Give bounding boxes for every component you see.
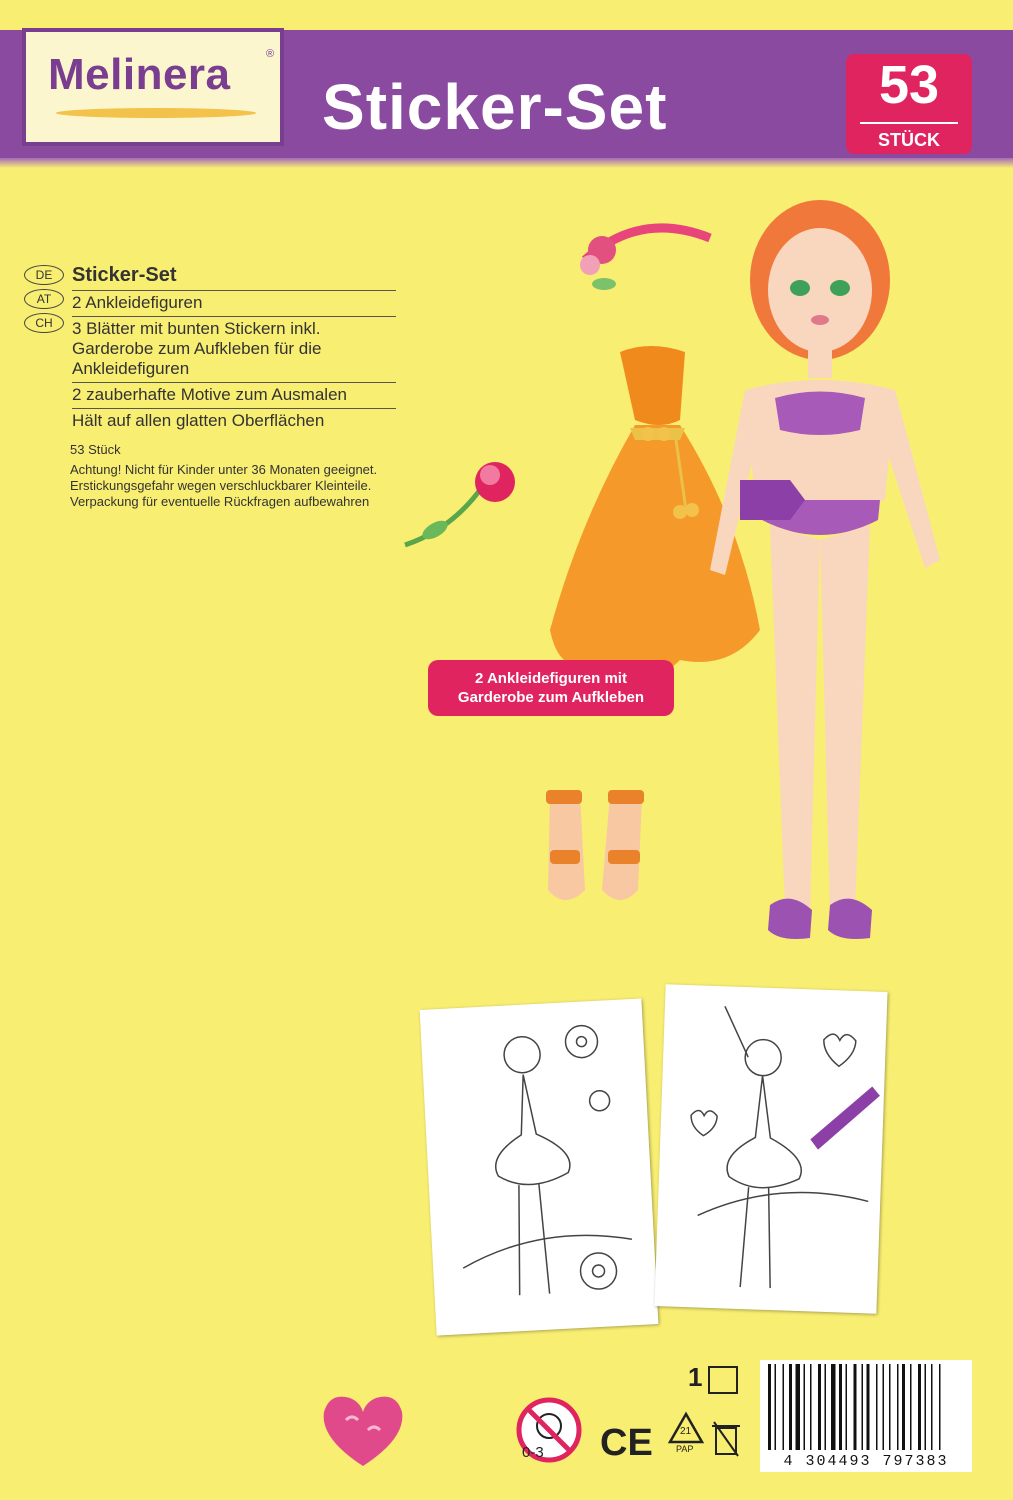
recycle-code: 21 — [680, 1426, 692, 1437]
info-line-sheets: 3 Blätter mit bunten Stickern inkl. Garderobe zum Aufkleben für die Ankleidefiguren — [72, 317, 396, 383]
registered-mark: ® — [266, 48, 275, 60]
quantity-text: 53 Stück — [70, 442, 121, 457]
product-info — [24, 262, 396, 510]
pack-count: 1 — [688, 1362, 703, 1392]
figures-callout-label — [428, 660, 674, 716]
marker-pen-icon — [810, 1084, 880, 1151]
country-code-de: DE — [24, 265, 64, 285]
count-divider — [860, 122, 958, 124]
coloring-sheet-ballerina-1 — [420, 998, 659, 1335]
brand-name: Melinera — [48, 50, 231, 99]
country-code-at: AT — [24, 289, 64, 309]
info-line-figures: 2 Ankleidefiguren — [72, 291, 396, 317]
warning-text: Achtung! Nicht für Kinder unter 36 Monaten geeignet. Erstickungsgefahr wegen verschluckbarer Kleinteile. — [70, 462, 378, 493]
age-warning-label: 0-3 — [522, 1444, 544, 1461]
info-line-coloring: 2 zauberhafte Motive zum Ausmalen — [72, 383, 396, 409]
callout-line-2: Garderobe zum Aufkleben — [457, 689, 645, 706]
count-badge — [846, 54, 972, 154]
barcode — [760, 1360, 972, 1472]
brand-logo — [22, 28, 284, 146]
coloring-sheet-ballerina-2 — [654, 984, 887, 1314]
info-line-title: Sticker-Set — [72, 262, 396, 291]
dress-up-figure-illustration — [380, 190, 1000, 970]
logo-swoosh — [56, 108, 256, 118]
keep-note-text: Verpackung für eventuelle Rückfragen aufbewahren — [70, 494, 370, 509]
barcode-number: 4 304493 797383 — [760, 1453, 972, 1470]
ce-mark: CE — [600, 1422, 653, 1464]
no-under-3-warning-icon — [508, 1396, 590, 1468]
rose-sticker — [405, 462, 515, 545]
recycle-label: PAP — [676, 1444, 694, 1454]
heart-sticker-icon — [316, 1390, 410, 1470]
count-number: 53 — [878, 55, 940, 115]
product-title: Sticker-Set — [322, 71, 668, 143]
callout-line-1: 2 Ankleidefiguren mit — [475, 670, 627, 687]
country-code-ch: CH — [24, 313, 64, 333]
info-line-surfaces: Hält auf allen glatten Oberflächen — [72, 411, 325, 430]
pack-count-box — [708, 1366, 738, 1394]
count-unit: STÜCK — [878, 130, 940, 150]
trash-bin-icon — [710, 1418, 742, 1458]
sandals-sticker — [546, 790, 644, 900]
